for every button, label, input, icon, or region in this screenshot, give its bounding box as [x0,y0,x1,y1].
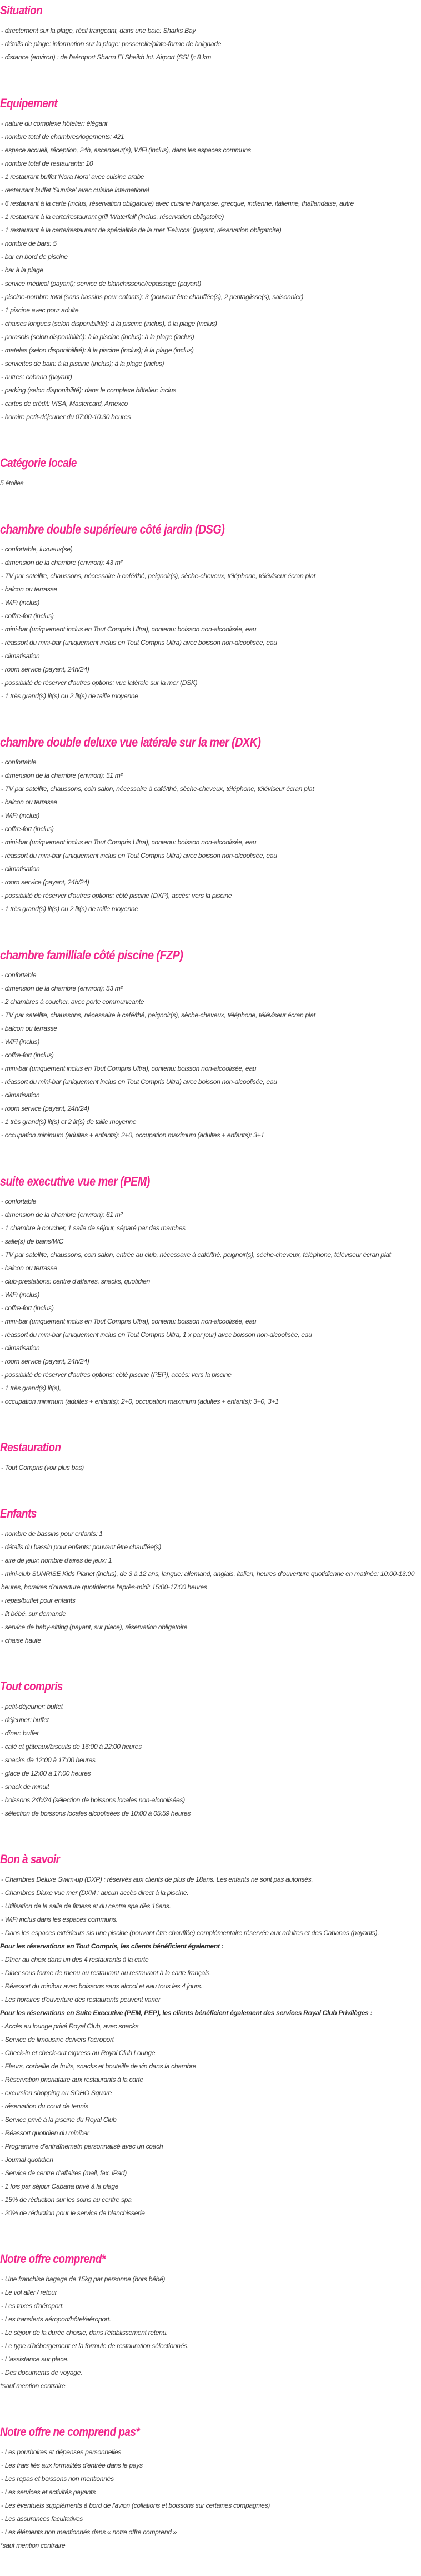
list-item: - bar à la plage [1,266,43,274]
list-item: - room service (payant, 24h/24) [1,665,89,673]
list-item: - club-prestations: centre d'affaires, snacks, quotidien [1,1277,150,1285]
offre-comprend-footnote: *sauf mention contraire [0,2382,66,2390]
section-room-dxk [0,732,421,916]
list-item: - Une franchise bagage de 15kg par personne (hors bébé) [1,2275,166,2283]
list-item: - confortable [1,971,37,979]
offre-ne-comprend-pas-footnote: *sauf mention contraire [0,2542,66,2549]
list-item: - Fleurs, corbeille de fruits, snacks et bouteille de vin dans la chambre [1,2062,197,2070]
list-item: - TV par satellite, chaussons, nécessaire à café/thé, peignoir(s), sèche-cheveux, téléphone, téléviseur écran plat [1,1011,315,1019]
list-item: - glace de 12:00 à 17:00 heures [1,1769,91,1777]
list-item: - réassort du mini-bar (uniquement inclus en Tout Compris Ultra) avec boisson non-alcoolisée, eau [1,1078,277,1086]
list-item: - TV par satellite, chaussons, nécessaire à café/thé, peignoir(s), sèche-cheveux, téléphone, téléviseur écran plat [1,572,315,580]
list-item: - repas/buffet pour enfants [1,1597,76,1604]
section-bon-a-savoir [0,1849,421,2220]
room-pem-list [0,1195,421,1408]
list-item: - chaise haute [1,1637,41,1644]
list-item: - Chambres Dluxe vue mer (DXM : aucun accès direct à la piscine. [1,1889,189,1897]
list-item: - autres: cabana (payant) [1,373,72,381]
list-item: - 1 restaurant buffet 'Nora Nora' avec cuisine arabe [1,173,144,181]
list-item: - dimension de la chambre (environ): 53 m² [1,984,123,992]
list-item: - Des documents de voyage. [1,2369,83,2376]
list-item: - boissons 24h/24 (sélection de boissons locales non-alcoolisées) [1,1796,185,1804]
list-item: - 1 fois par séjour Cabana privé à la plage [1,2182,119,2190]
list-item: - Le type d'hébergement et la formule de restauration sélectionnés. [1,2342,189,2350]
list-item: - service médical (payant); service de blanchisserie/repassage (payant) [1,280,201,287]
room-title-fzp: chambre familliale côté piscine (FZP) [0,948,183,962]
section-title-situation: Situation [0,3,43,17]
list-item: - climatisation [1,652,40,660]
list-item: - réassort du mini-bar (uniquement inclus en Tout Compris Ultra, 1 x par jour) avec boisson non-alcoolisée, eau [1,1331,312,1339]
list-item: - coffre-fort (inclus) [1,1304,54,1312]
list-item: - nombre de bars: 5 [1,240,57,247]
section-categorie-locale [0,452,421,490]
section-restauration [0,1437,421,1474]
list-item: - room service (payant, 24h/24) [1,878,89,886]
list-item: - Accès au lounge privé Royal Club, avec snacks [1,2022,139,2030]
list-item: - coffre-fort (inclus) [1,825,54,833]
list-item: - 1 très grand(s) lit(s) ou 2 lit(s) de taille moyenne [1,692,138,700]
list-item: - piscine-nombre total (sans bassins pour enfants): 3 (pouvant être chauffée(s), 2 pentaglisse(s), saisonnier) [1,293,304,301]
list-item: - aire de jeux: nombre d'aires de jeux: 1 [1,1556,112,1564]
situation-list [0,24,421,64]
section-title-restauration: Restauration [0,1440,61,1454]
list-item: - mini-bar (uniquement inclus en Tout Compris Ultra), contenu: boisson non-alcoolisée, eau [1,1317,257,1325]
list-item: - dimension de la chambre (environ): 51 m² [1,772,123,779]
list-item: - possibilité de réserver d'autres options: côté piscine (DXP), accès: vers la piscine [1,892,232,899]
list-item: - parasols (selon disponibilité): à la piscine (inclus); à la plage (inclus) [1,333,194,341]
list-item: - Programme d'entraînemetn personnalisé avec un coach [1,2142,163,2150]
list-item: - sélection de boissons locales alcoolisées de 10:00 à 05:59 heures [1,1809,191,1817]
section-offre-ne-comprend-pas [0,2421,421,2552]
list-item: - Le vol aller / retour [1,2289,57,2296]
section-room-fzp [0,944,421,1142]
section-offre-comprend [0,2249,421,2393]
list-item: - WiFi (inclus) [1,812,40,819]
list-item: - directement sur la plage, récif frangeant, dans une baie: Sharks Bay [1,27,196,34]
list-item: - nombre total de chambres/logements: 421 [1,133,124,141]
list-item: - occupation minimum (adultes + enfants): 2+0, occupation maximum (adultes + enfants): 3+1 [1,1131,264,1139]
list-item: - 1 restaurant à la carte/restaurant de spécialités de la mer 'Felucca' (payant, réservation obligatoire) [1,226,282,234]
list-item: - Service privé à la piscine du Royal Club [1,2116,117,2124]
list-item: - WiFi (inclus) [1,1038,40,1046]
list-item: - 1 restaurant à la carte/restaurant grill 'Waterfall' (inclus, réservation obligatoire) [1,213,224,221]
list-item: - Les transferts aéroport/hôtel/aéroport. [1,2315,111,2323]
section-title-offre-ne-comprend-pas: Notre offre ne comprend pas* [0,2425,140,2439]
list-item: - 1 chambre à coucher, 1 salle de séjour, séparé par des marches [1,1224,186,1232]
bon-a-savoir-list [0,1873,421,1940]
restauration-list [0,1461,421,1474]
list-item: - coffre-fort (inclus) [1,612,54,620]
list-item: - détails de plage: information sur la plage: passerelle/plate-forme de baignade [1,40,222,48]
list-item: - mini-bar (uniquement inclus en Tout Compris Ultra), contenu: boisson non-alcoolisée, eau [1,625,257,633]
list-item: - Utilisation de la salle de fitness et du centre spa dès 16ans. [1,1902,171,1910]
suite-benefits-heading: Pour les réservations en Suite Executive (PEM, PEP), les clients bénéficient également des services Royal Club Privilèges : [0,2009,373,2017]
list-item: - confortable, luxueux(se) [1,545,73,553]
list-item: - dimension de la chambre (environ): 61 m² [1,1211,123,1219]
list-item: - climatisation [1,1091,40,1099]
list-item: - 1 très grand(s) lit(s), [1,1384,61,1392]
list-item: - WiFi (inclus) [1,1291,40,1299]
list-item: - espace accueil, réception, 24h, ascenseur(s), WiFi (inclus), dans les espaces communs [1,146,251,154]
section-title-enfants: Enfants [0,1506,37,1520]
list-item: - 2 chambres à coucher, avec porte communicante [1,998,144,1006]
list-item: - 20% de réduction pour le service de blanchisserie [1,2209,145,2217]
list-item: - excursion shopping au SOHO Square [1,2089,112,2097]
list-item: - Les services et activités payants [1,2488,96,2496]
list-item: - serviettes de bain: à la piscine (inclus); à la plage (inclus) [1,360,164,367]
room-dsg-list [0,543,421,703]
list-item: - réassort du mini-bar (uniquement inclus en Tout Compris Ultra) avec boisson non-alcoolisée, eau [1,852,277,859]
list-item: - cartes de crédit: VISA, Mastercard, Amexco [1,400,128,407]
list-item: - Dans les espaces extérieurs sis une piscine (pouvant être chauffée) complémentaire réservée aux adultes et des Cabanas (payants). [1,1929,379,1937]
offre-comprend-list [0,2272,421,2379]
list-item: - Diner sous forme de menu au restaurant au restaurant à la carte français. [1,1969,212,1977]
list-item: - Les assurances facultatives [1,2515,83,2523]
list-item: - Les éléments non mentionnés dans « notre offre comprend » [1,2528,177,2536]
list-item: - Les repas et boissons non mentionnés [1,2475,114,2483]
list-item: - WiFi inclus dans les espaces communs. [1,1916,118,1923]
list-item: - balcon ou terrasse [1,585,57,593]
tout-compris-benefits-heading: Pour les réservations en Tout Compris, les clients bénéficient également : [0,1942,224,1950]
list-item: - nombre total de restaurants: 10 [1,160,93,167]
list-item: - Service de centre d'affaires (mail, fax, iPad) [1,2169,127,2177]
section-situation [0,0,421,64]
list-item: - balcon ou terrasse [1,1025,57,1032]
section-room-dsg [0,519,421,703]
list-item: - Dîner au choix dans un des 4 restaurants à la carte [1,1956,149,1963]
list-item: - confortable [1,758,37,766]
list-item: - Check-in et check-out express au Royal Club Lounge [1,2049,156,2057]
list-item: - Journal quotidien [1,2156,53,2164]
list-item: - distance (environ) : de l'aéroport Sharm El Sheikh Int. Airport (SSH): 8 km [1,53,211,61]
list-item: - 15% de réduction sur les soins au centre spa [1,2196,132,2204]
list-item: - climatisation [1,865,40,873]
section-title-tout-compris: Tout compris [0,1679,63,1693]
list-item: - Les pourboires et dépenses personnelles [1,2448,122,2456]
list-item: - dimension de la chambre (environ): 43 m² [1,559,123,566]
list-item: - TV par satellite, chaussons, coin salon, nécessaire à café/thé, sèche-cheveux, téléphone, téléviseur écran plat [1,785,314,793]
list-item: - WiFi (inclus) [1,599,40,606]
list-item: - Les horaires d'ouverture des restaurants peuvent varier [1,1996,161,2003]
list-item: - Réassort quotidien du minibar [1,2129,89,2137]
list-item: - petit-déjeuner: buffet [1,1703,63,1710]
section-enfants [0,1503,421,1647]
list-item: - Les frais liés aux formalités d'entrée dans le pays [1,2461,143,2469]
list-item: - restaurant buffet 'Sunrise' avec cuisine international [1,186,149,194]
tout-compris-list [0,1700,421,1820]
list-item: - bar en bord de piscine [1,253,68,261]
list-item: - réassort du mini-bar (uniquement inclus en Tout Compris Ultra) avec boisson non-alcoolisée, eau [1,639,277,647]
list-item: - mini-club SUNRISE Kids Planet (inclus), de 3 à 12 ans, langue: allemand, anglais, italien, heures d'ouverture quotidienne en matinée: 10:00-13:00 heures, horaires d'ouverture quotidienne l'après-midi: 15:00-17:00 heures [1,1570,415,1591]
section-title-equipement: Equipement [0,96,58,110]
list-item: - détails du bassin pour enfants: pouvant être chauffée(s) [1,1543,161,1551]
list-item: - 1 très grand(s) lit(s) et 2 lit(s) de taille moyenne [1,1118,137,1126]
list-item: - possibilité de réserver d'autres options: côté piscine (PEP), accès: vers la piscine [1,1371,232,1379]
section-title-offre-comprend: Notre offre comprend* [0,2252,106,2266]
star-rating: 5 étoiles [0,479,24,487]
list-item: - climatisation [1,1344,40,1352]
list-item: - L'assistance sur place. [1,2355,69,2363]
list-item: - chaises longues (selon disponibillité): à la piscine (inclus), à la plage (inclus) [1,320,217,327]
list-item: - 1 piscine avec pour adulte [1,306,79,314]
list-item: - déjeuner: buffet [1,1716,49,1724]
list-item: - mini-bar (uniquement inclus en Tout Compris Ultra), contenu: boisson non-alcoolisée, eau [1,1065,257,1072]
list-item: - snacks de 12:00 à 17:00 heures [1,1756,96,1764]
suite-benefits-list [0,2020,421,2220]
room-dxk-list [0,755,421,916]
list-item: - dîner: buffet [1,1729,39,1737]
list-item: - Les éventuels suppléments à bord de l'avion (collations et boissons sur certaines compagnies) [1,2502,270,2509]
list-item: - Le séjour de la durée choisie, dans l'établissement retenu. [1,2329,168,2336]
list-item: - lit bébé, sur demande [1,1610,66,1618]
enfants-list [0,1527,421,1647]
list-item: - mini-bar (uniquement inclus en Tout Compris Ultra), contenu: boisson non-alcoolisée, eau [1,838,257,846]
section-title-categorie: Catégorie locale [0,456,77,470]
list-item: - occupation minimum (adultes + enfants): 2+0, occupation maximum (adultes + enfants): 3+0, 3+1 [1,1398,279,1405]
list-item: - parking (selon disponibilité): dans le complexe hôtelier: inclus [1,386,176,394]
offre-ne-comprend-pas-list [0,2445,421,2539]
list-item: - balcon ou terrasse [1,1264,57,1272]
list-item: - service de baby-sitting (payant, sur place), réservation obligatoire [1,1623,188,1631]
list-item: - nombre de bassins pour enfants: 1 [1,1530,103,1538]
list-item: - réservation du court de tennis [1,2102,88,2110]
tout-compris-benefits-list [0,1953,421,2006]
list-item: - 1 très grand(s) lit(s) ou 2 lit(s) de taille moyenne [1,905,138,913]
list-item: - Service de limousine de/vers l'aéroport [1,2036,114,2043]
list-item: - café et gâteaux/biscuits de 16:00 à 22:00 heures [1,1743,142,1751]
list-item: - salle(s) de bains/WC [1,1237,64,1245]
room-fzp-list [0,968,421,1142]
room-title-dxk: chambre double deluxe vue latérale sur la mer (DXK) [0,735,261,749]
equipement-list [0,117,421,424]
list-item: - Tout Compris (voir plus bas) [1,1464,84,1471]
list-item: - Réservation prioriataire aux restaurants à la carte [1,2076,143,2083]
list-item: - room service (payant, 24h/24) [1,1105,89,1112]
section-title-bon-a-savoir: Bon à savoir [0,1852,60,1866]
room-title-dsg: chambre double supérieure côté jardin (DSG) [0,522,225,536]
list-item: - 6 restaurant à la carte (inclus, réservation obligatoire) avec cuisine française, grecque, indienne, italienne, thaïlandaise, autre [1,200,354,207]
list-item: - matelas (selon disponibillité): à la piscine (inclus); à la plage (inclus) [1,346,194,354]
list-item: - Chambres Deluxe Swim-up (DXP) : réservés aux clients de plus de 18ans. Les enfants ne sont pas autorisés. [1,1876,313,1883]
list-item: - possibilité de réserver d'autres options: vue latérale sur la mer (DSK) [1,679,198,687]
section-room-pem [0,1171,421,1408]
section-equipement [0,93,421,424]
list-item: - nature du complexe hôtelier: élégant [1,120,108,127]
list-item: - coffre-fort (inclus) [1,1051,54,1059]
list-item: - horaire petit-déjeuner du 07:00-10:30 heures [1,413,131,421]
list-item: - confortable [1,1197,37,1205]
list-item: - room service (payant, 24h/24) [1,1357,89,1365]
list-item: - TV par satellite, chaussons, coin salon, entrée au club, nécessaire à café/thé, peignoir(s), sèche-cheveux, téléphone, téléviseur écran plat [1,1251,391,1259]
list-item: - balcon ou terrasse [1,798,57,806]
list-item: - snack de minuit [1,1783,49,1791]
list-item: - Les taxes d'aéroport. [1,2302,64,2310]
list-item: - Réassort du minibar avec boissons sans alcool et eau tous les 4 jours. [1,1982,203,1990]
section-tout-compris [0,1676,421,1820]
room-title-pem: suite executive vue mer (PEM) [0,1174,150,1188]
